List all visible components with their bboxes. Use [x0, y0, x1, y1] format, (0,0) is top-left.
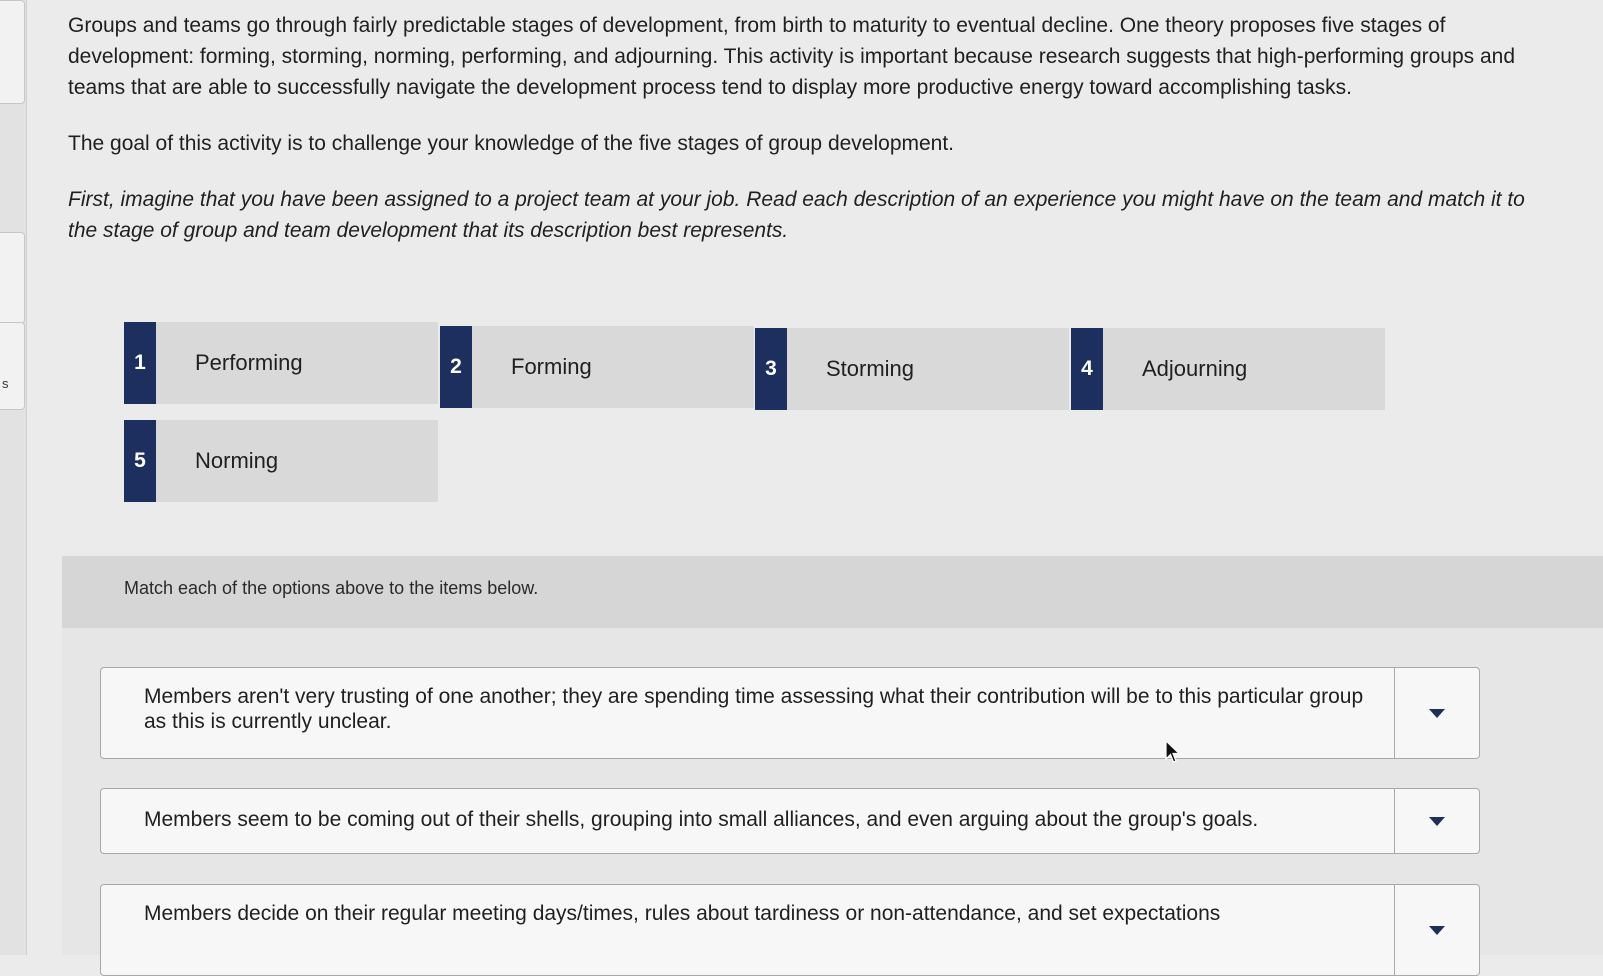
rail-tab-letter: s	[2, 376, 9, 391]
match-item[interactable]	[100, 667, 1480, 759]
left-rail	[0, 0, 27, 955]
match-item-text: Members seem to be coming out of their shells, grouping into small alliances, and even arguing about the group's goals.	[144, 808, 1259, 831]
option-label: Storming	[826, 356, 915, 381]
rail-tab[interactable]	[0, 0, 25, 104]
option-number-badge: 2	[440, 326, 472, 408]
match-dropdown[interactable]	[1394, 668, 1479, 758]
instructions	[68, 10, 1593, 246]
option-label: Adjourning	[1142, 356, 1248, 381]
option-label: Norming	[195, 448, 279, 473]
option-card-4[interactable]	[1071, 328, 1385, 410]
option-card-2[interactable]	[440, 326, 754, 408]
match-item[interactable]	[100, 884, 1480, 976]
goal-paragraph: The goal of this activity is to challenge your knowledge of the five stages of group development.	[68, 132, 955, 155]
match-dropdown[interactable]	[1394, 885, 1479, 975]
option-card-1[interactable]	[124, 322, 438, 404]
task-paragraph: First, imagine that you have been assigned to a project team at your job. Read each description of an experience you might have on the team and match it to the stage of group and team development that its description best represents.	[68, 188, 1525, 242]
option-number-badge: 5	[124, 420, 156, 502]
match-item-text: Members decide on their regular meeting days/times, rules about tardiness or non-attendance, and set expectations	[144, 902, 1221, 925]
match-header	[62, 556, 1603, 628]
chevron-down-icon	[1429, 817, 1445, 826]
chevron-down-icon	[1429, 926, 1445, 935]
option-card-3[interactable]	[755, 328, 1069, 410]
intro-paragraph: Groups and teams go through fairly predictable stages of development, from birth to maturity to eventual decline. One theory proposes five stages of development: forming, storming, norming, performing, and adjourning. This activity is important because research suggests that high-performing groups and teams that are able to successfully navigate the development process tend to display more productive energy toward accomplishing tasks.	[68, 14, 1516, 99]
option-label: Performing	[195, 350, 303, 375]
option-number-badge: 1	[124, 322, 156, 404]
match-item[interactable]	[100, 788, 1480, 854]
chevron-down-icon	[1429, 709, 1445, 718]
match-item-text: Members aren't very trusting of one another; they are spending time assessing what their contribution will be to this particular group as this is currently unclear.	[144, 685, 1364, 733]
match-instruction: Match each of the options above to the items below.	[124, 578, 539, 598]
match-panel	[62, 556, 1603, 955]
option-card-5[interactable]	[124, 420, 438, 502]
option-number-badge: 4	[1071, 328, 1103, 410]
option-number-badge: 3	[755, 328, 787, 410]
match-dropdown[interactable]	[1394, 789, 1479, 853]
option-label: Forming	[511, 354, 592, 379]
rail-tab[interactable]	[0, 232, 25, 324]
rail-tab[interactable]	[0, 322, 25, 410]
